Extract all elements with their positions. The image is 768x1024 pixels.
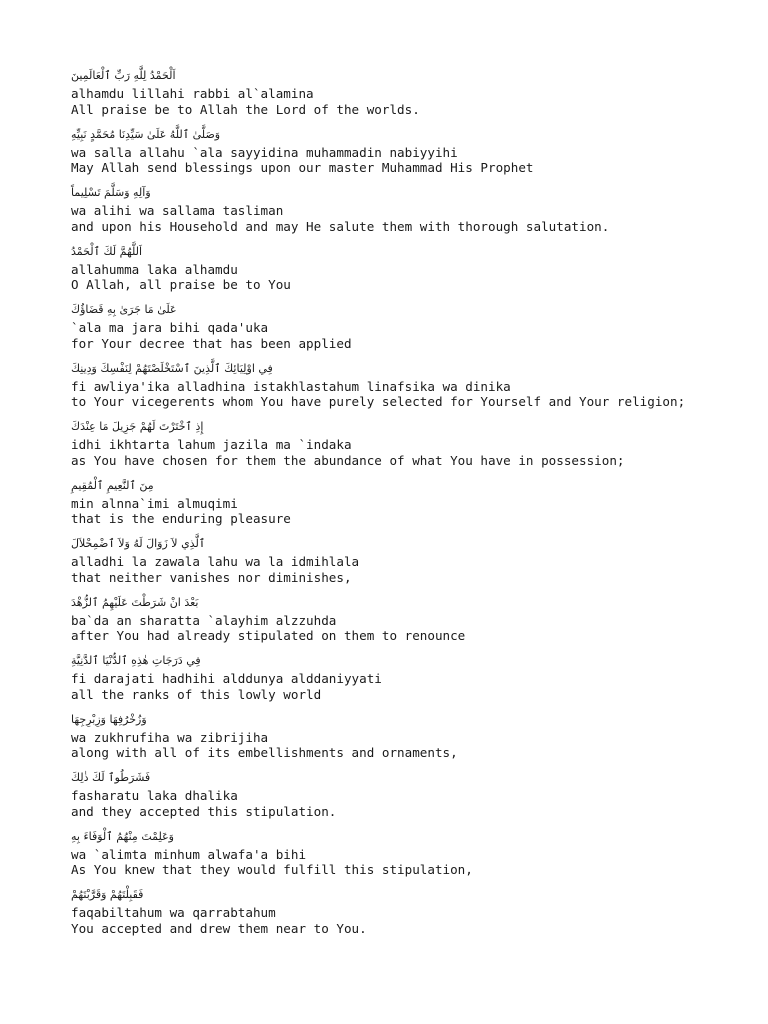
- arabic-text: اَللَّهُمَّ لَكَ ٱلْحَمْدُ: [71, 244, 143, 258]
- arabic-text: عَلَىٰ مَا جَرَىٰ بِهِ قَضَاؤُكَ: [71, 303, 177, 316]
- arabic-text: اَلْحَمْدُ لِلَّهِ رَبِّ ٱلْعَالَمِينَ: [71, 69, 176, 82]
- verse-block: [71, 359, 711, 418]
- verse-block: [71, 183, 711, 242]
- translation-text: as You have chosen for them the abundance of what You have in possession;: [71, 452, 625, 468]
- verse-block: [71, 534, 711, 593]
- verse-block: [71, 593, 711, 652]
- transliteration-text: alhamdu lillahi rabbi al`alamina: [71, 86, 314, 101]
- arabic-text: بَعْدَ انْ شَرَطْتَ عَلَيْهِمُ ٱلزُّهْدَ: [71, 595, 199, 609]
- transliteration-text: idhi ikhtarta lahum jazila ma `indaka: [71, 437, 352, 452]
- translation-text: All praise be to Allah the Lord of the worlds.: [71, 101, 420, 117]
- arabic-text: فِي دَرَجَاتِ هٰذِهِ ٱلدُّنْيَا ٱلدَّنِيَّةِ: [71, 654, 201, 667]
- arabic-text: فَشَرَطُوٱ لَكَ ذٰلِكَ: [71, 771, 151, 784]
- arabic-text: فِي اوْلِيَائِكَ ٱلَّذِينَ ٱسْتَخْلَصْتَهُمْ لِنَفْسِكَ وَدِينِكَ: [71, 361, 273, 375]
- verse-block: [71, 242, 711, 301]
- arabic-text: ٱلَّذِي لاَ زَوَالَ لَهُ وَلاَ ٱضْمِحْلاَلَ: [71, 537, 206, 550]
- arabic-text: إِذِ ٱخْتَرْتَ لَهُمْ جَزِيلَ مَا عِنْدَكَ: [71, 420, 204, 433]
- transliteration-text: wa salla allahu `ala sayyidina muhammadin nabiyyihi: [71, 144, 458, 160]
- translation-text: after You had already stipulated on them to renounce: [71, 628, 466, 643]
- translation-text: O Allah, all praise be to You: [71, 277, 291, 292]
- translation-text: May Allah send blessings upon our master Muhammad His Prophet: [71, 160, 534, 175]
- transliteration-text: wa `alimta minhum alwafa'a bihi: [71, 846, 307, 862]
- translation-text: that neither vanishes nor diminishes,: [71, 569, 352, 585]
- transliteration-text: faqabiltahum wa qarrabtahum: [71, 905, 276, 920]
- translation-text: and they accepted this stipulation.: [71, 803, 337, 819]
- verse-block: [71, 125, 711, 184]
- transliteration-text: wa zukhrufiha wa zibrijiha: [71, 729, 269, 745]
- transliteration-text: fasharatu laka dhalika: [71, 788, 238, 803]
- arabic-text: وَصَلَّىٰ ٱللَّهُ عَلَىٰ سَيِّدِنَا مُحَمَّدٍ نَبِيِّهِ: [71, 127, 221, 141]
- translation-text: to Your vicegerents whom You have purely selected for Yourself and Your religion;: [71, 394, 686, 409]
- verse-block: [71, 476, 711, 535]
- arabic-text: فَقَبِلْتَهُمْ وَقَرَّبْتَهُمْ: [71, 888, 144, 901]
- arabic-text: وَآلِهِ وَسَلَّمَ تَسْلِيماً: [71, 186, 151, 199]
- translation-text: all the ranks of this lowly world: [71, 686, 322, 702]
- verse-block: [71, 827, 711, 886]
- translation-text: As You knew that they would fulfill this stipulation,: [71, 862, 473, 877]
- arabic-text: مِنَ ٱلنَّعِيمِ ٱلْمُقِيمِ: [71, 478, 154, 492]
- transliteration-text: `ala ma jara bihi qada'uka: [71, 320, 269, 335]
- verse-block: [71, 417, 711, 476]
- transliteration-text: fi awliya'ika alladhina istakhlastahum linafsika wa dinika: [71, 378, 511, 394]
- verse-block: [71, 710, 711, 769]
- verse-block: [71, 300, 711, 359]
- transliteration-text: wa alihi wa sallama tasliman: [71, 203, 284, 218]
- translation-text: and upon his Household and may He salute them with thorough salutation.: [71, 218, 610, 234]
- transliteration-text: allahumma laka alhamdu: [71, 261, 238, 277]
- arabic-text: وَزُخْرُفِهَا وَزِبْرِجِهَا: [71, 712, 147, 726]
- translation-text: You accepted and drew them near to You.: [71, 920, 367, 936]
- transliteration-text: ba`da an sharatta `alayhim alzzuhda: [71, 612, 337, 628]
- transliteration-text: fi darajati hadhihi alddunya alddaniyyati: [71, 671, 382, 686]
- transliteration-text: min alnna`imi almuqimi: [71, 495, 238, 511]
- arabic-text: وَعَلِمْتَ مِنْهُمُ ٱلْوَفَاءَ بِهِ: [71, 829, 174, 843]
- verse-block: [71, 651, 711, 710]
- transliteration-text: alladhi la zawala lahu wa la idmihlala: [71, 554, 360, 569]
- translation-text: along with all of its embellishments and ornaments,: [71, 745, 458, 760]
- verse-block: [71, 66, 711, 125]
- translation-text: for Your decree that has been applied: [71, 335, 352, 351]
- verse-block: [71, 768, 711, 827]
- verse-list: [71, 66, 711, 944]
- verse-block: [71, 885, 711, 944]
- translation-text: that is the enduring pleasure: [71, 511, 291, 526]
